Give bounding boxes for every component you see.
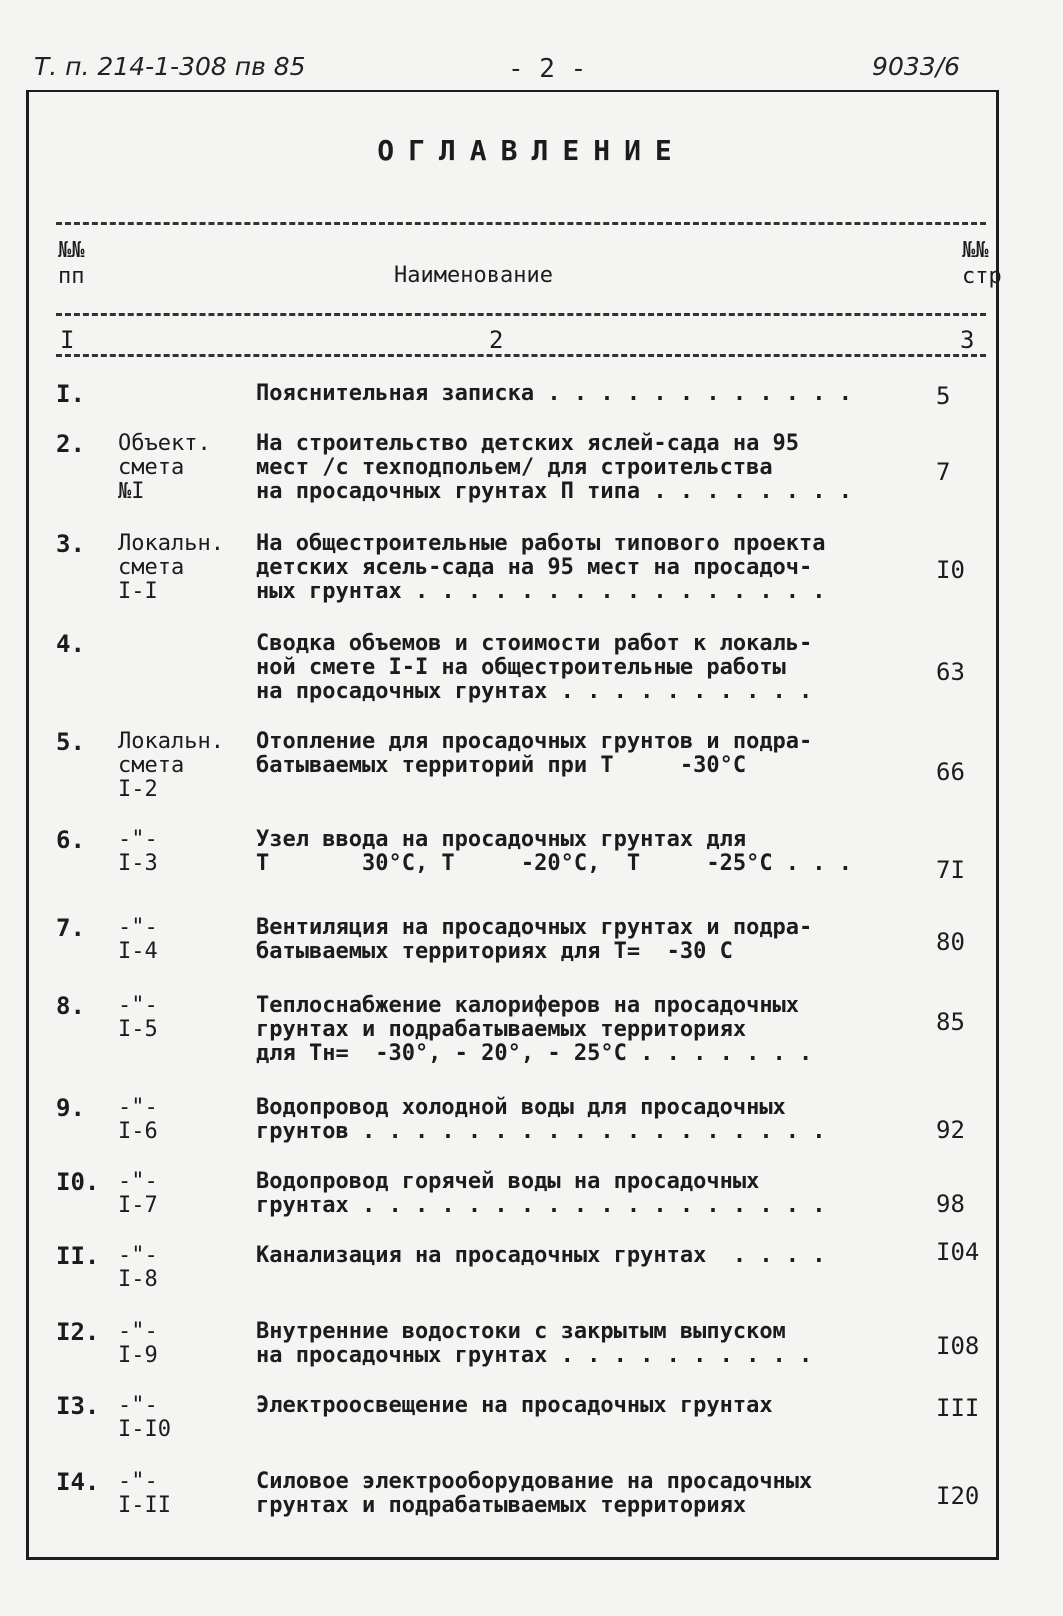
entry-estimate: -"- I-5 <box>118 993 158 1042</box>
entry-title: Водопровод холодной воды для просадочных грунтов . . . . . . . . . . . . . . . . . . <box>256 1095 826 1144</box>
entry-page: 85 <box>936 1008 965 1036</box>
column-number-3: 3 <box>960 326 975 354</box>
table-top-rule <box>56 222 986 225</box>
entry-title: Узел ввода на просадочных грунтах для Т 30°С, Т -20°С, Т -25°С . . . <box>256 827 853 876</box>
sheet-code: 9033/6 <box>872 52 960 81</box>
page-title: ОГЛАВЛЕНИЕ <box>377 134 686 167</box>
entry-estimate: -"- I-7 <box>118 1169 158 1218</box>
entry-number: I3. <box>56 1392 100 1420</box>
entry-title: Вентиляция на просадочных грунтах и подра- батываемых территориях для Т= -30 С <box>256 915 813 964</box>
column-number-2: 2 <box>489 326 504 354</box>
entry-page: I20 <box>936 1482 980 1510</box>
entry-number: 8. <box>56 992 85 1020</box>
entry-number: 9. <box>56 1094 85 1122</box>
column-header-name: Наименование <box>394 263 553 288</box>
entry-page: III <box>936 1394 980 1422</box>
entry-page: 80 <box>936 928 965 956</box>
entry-number: I4. <box>56 1468 100 1496</box>
page-number: - 2 - <box>508 54 587 84</box>
entry-title: Сводка объемов и стоимости работ к локаль- ной смете I-I на общестроительные работы на просадочных грунтах . . . . . . . . . . <box>256 631 813 704</box>
entry-number: 7. <box>56 914 85 942</box>
entry-estimate: Локальн. смета I-I <box>118 531 224 604</box>
column-header-number: №№ пп <box>58 238 85 289</box>
entry-number: 4. <box>56 630 85 658</box>
entry-estimate: -"- I-II <box>118 1469 171 1518</box>
entry-title: Электроосвещение на просадочных грунтах <box>256 1393 773 1418</box>
entry-title: Отопление для просадочных грунтов и подра- батываемых территорий при Т -30°С <box>256 729 813 778</box>
entry-estimate: Объект. смета №I <box>118 431 211 504</box>
entry-estimate: -"- I-4 <box>118 915 158 964</box>
entry-title: Силовое электрооборудование на просадочных грунтах и подрабатываемых территориях <box>256 1469 813 1518</box>
entry-estimate: -"- I-6 <box>118 1095 158 1144</box>
entry-page: 66 <box>936 758 965 786</box>
column-numbers-rule <box>56 354 986 357</box>
entry-page: 7 <box>936 458 951 486</box>
entry-page: I08 <box>936 1332 980 1360</box>
entry-title: Водопровод горячей воды на просадочных грунтах . . . . . . . . . . . . . . . . . . <box>256 1169 826 1218</box>
entry-page: 98 <box>936 1190 965 1218</box>
entry-number: I0. <box>56 1168 100 1196</box>
entry-estimate: Локальн. смета I-2 <box>118 729 224 802</box>
entry-page: 92 <box>936 1116 965 1144</box>
entry-page: 5 <box>936 382 951 410</box>
entry-estimate: -"- I-9 <box>118 1319 158 1368</box>
entry-number: 2. <box>56 430 85 458</box>
entry-page: 7I <box>936 856 965 884</box>
entry-title: Теплоснабжение калориферов на просадочных грунтах и подрабатываемых территориях для Тн= -30°, - 20°, - 25°С . . . . . . . <box>256 993 813 1066</box>
entry-title: На общестроительные работы типового проекта детских ясель-сада на 95 мест на просадоч- ных грунтах . . . . . . . . . . . . . . . . <box>256 531 826 604</box>
entry-title: Канализация на просадочных грунтах . . . . <box>256 1243 826 1268</box>
entry-number: II. <box>56 1242 100 1270</box>
entry-title: Внутренние водостоки с закрытым выпуском на просадочных грунтах . . . . . . . . . . <box>256 1319 813 1368</box>
header-line <box>34 48 994 90</box>
entry-page: I04 <box>936 1238 980 1266</box>
entry-title: На строительство детских яслей-сада на 95 мест /с техподпольем/ для строительства на просадочных грунтах П типа . . . . . . . . <box>256 431 853 504</box>
document-code: Т. п. 214-1-308 пв 85 <box>34 52 306 81</box>
column-number-1: I <box>60 326 75 354</box>
entry-number: I. <box>56 380 85 408</box>
entry-number: I2. <box>56 1318 100 1346</box>
entry-number: 5. <box>56 728 85 756</box>
entry-page: 63 <box>936 658 965 686</box>
column-header-page: №№ стр <box>962 238 1002 289</box>
entry-number: 6. <box>56 826 85 854</box>
entry-estimate: -"- I-8 <box>118 1243 158 1292</box>
entry-page: I0 <box>936 556 965 584</box>
entry-estimate: -"- I-3 <box>118 827 158 876</box>
entry-title: Пояснительная записка . . . . . . . . . . . . <box>256 381 853 406</box>
entry-number: 3. <box>56 530 85 558</box>
header-rule <box>56 313 986 316</box>
entry-estimate: -"- I-I0 <box>118 1393 171 1442</box>
